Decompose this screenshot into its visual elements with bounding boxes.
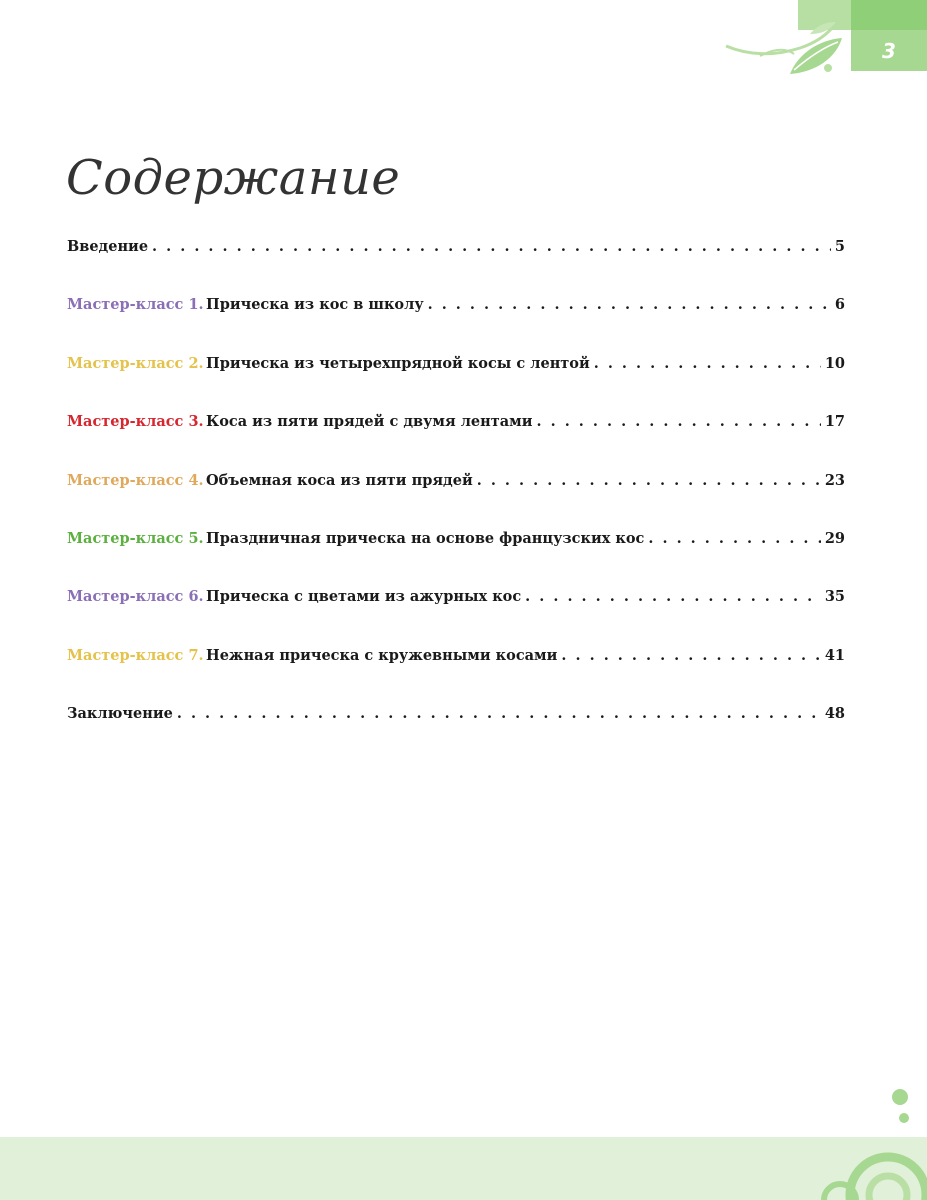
toc-title: Объемная коса из пяти прядей: [206, 471, 473, 489]
leaf-ornament-icon: [720, 16, 850, 78]
toc-page: 5: [834, 238, 845, 255]
footer-band: [0, 1137, 927, 1200]
toc-leader: [537, 413, 821, 430]
toc-row-master-class[interactable]: [67, 413, 845, 471]
toc-row-intro[interactable]: [67, 238, 845, 296]
toc-leader: [428, 296, 831, 313]
page-number: 3: [851, 30, 927, 71]
toc-master-class-label: Мастер-класс 3.: [67, 413, 204, 431]
toc-leader: [594, 355, 821, 372]
toc-title: Введение: [67, 238, 149, 255]
toc-page: 41: [824, 646, 845, 664]
toc-leader: [477, 472, 821, 489]
toc-title: Прическа с цветами из ажурных кос: [206, 588, 522, 606]
toc-page: 6: [834, 296, 845, 314]
toc-master-class-label: Мастер-класс 4.: [67, 471, 204, 489]
toc-leader: [525, 588, 821, 605]
toc-row-master-class[interactable]: [67, 472, 845, 530]
toc-page: 23: [824, 471, 845, 489]
toc-page: 17: [824, 413, 845, 431]
toc-page: 48: [824, 705, 845, 723]
toc-title: Коса из пяти прядей с двумя лентами: [206, 413, 533, 431]
toc-row-master-class[interactable]: [67, 296, 845, 354]
table-of-contents: [67, 238, 845, 764]
toc-row-master-class[interactable]: [67, 588, 845, 646]
toc-title: Праздничная прическа на основе французских кос: [206, 529, 645, 547]
toc-master-class-label: Мастер-класс 5.: [67, 529, 204, 547]
toc-leader: [648, 530, 820, 547]
toc-master-class-label: Мастер-класс 7.: [67, 646, 204, 664]
toc-page: 10: [824, 354, 845, 372]
toc-page: 29: [824, 529, 845, 547]
corner-tab-dark: [851, 0, 927, 30]
toc-master-class-label: Мастер-класс 6.: [67, 588, 204, 606]
toc-row-master-class[interactable]: [67, 647, 845, 705]
toc-title: Заключение: [67, 705, 173, 723]
toc-title: Прическа из кос в школу: [206, 296, 424, 314]
toc-master-class-label: Мастер-класс 2.: [67, 354, 204, 372]
toc-title: Нежная прическа с кружевными косами: [206, 646, 558, 664]
toc-leader: [561, 647, 820, 664]
toc-row-conclusion[interactable]: [67, 705, 845, 763]
toc-page: 35: [824, 588, 845, 606]
toc-leader: [177, 705, 821, 722]
toc-master-class-label: Мастер-класс 1.: [67, 296, 204, 314]
toc-leader: [152, 238, 831, 255]
toc-title: Прическа из четырехпрядной косы с лентой: [206, 354, 590, 372]
toc-row-master-class[interactable]: [67, 355, 845, 413]
page-title: Содержание: [66, 150, 401, 206]
toc-row-master-class[interactable]: [67, 530, 845, 588]
circles-ornament-icon: [810, 1085, 927, 1200]
